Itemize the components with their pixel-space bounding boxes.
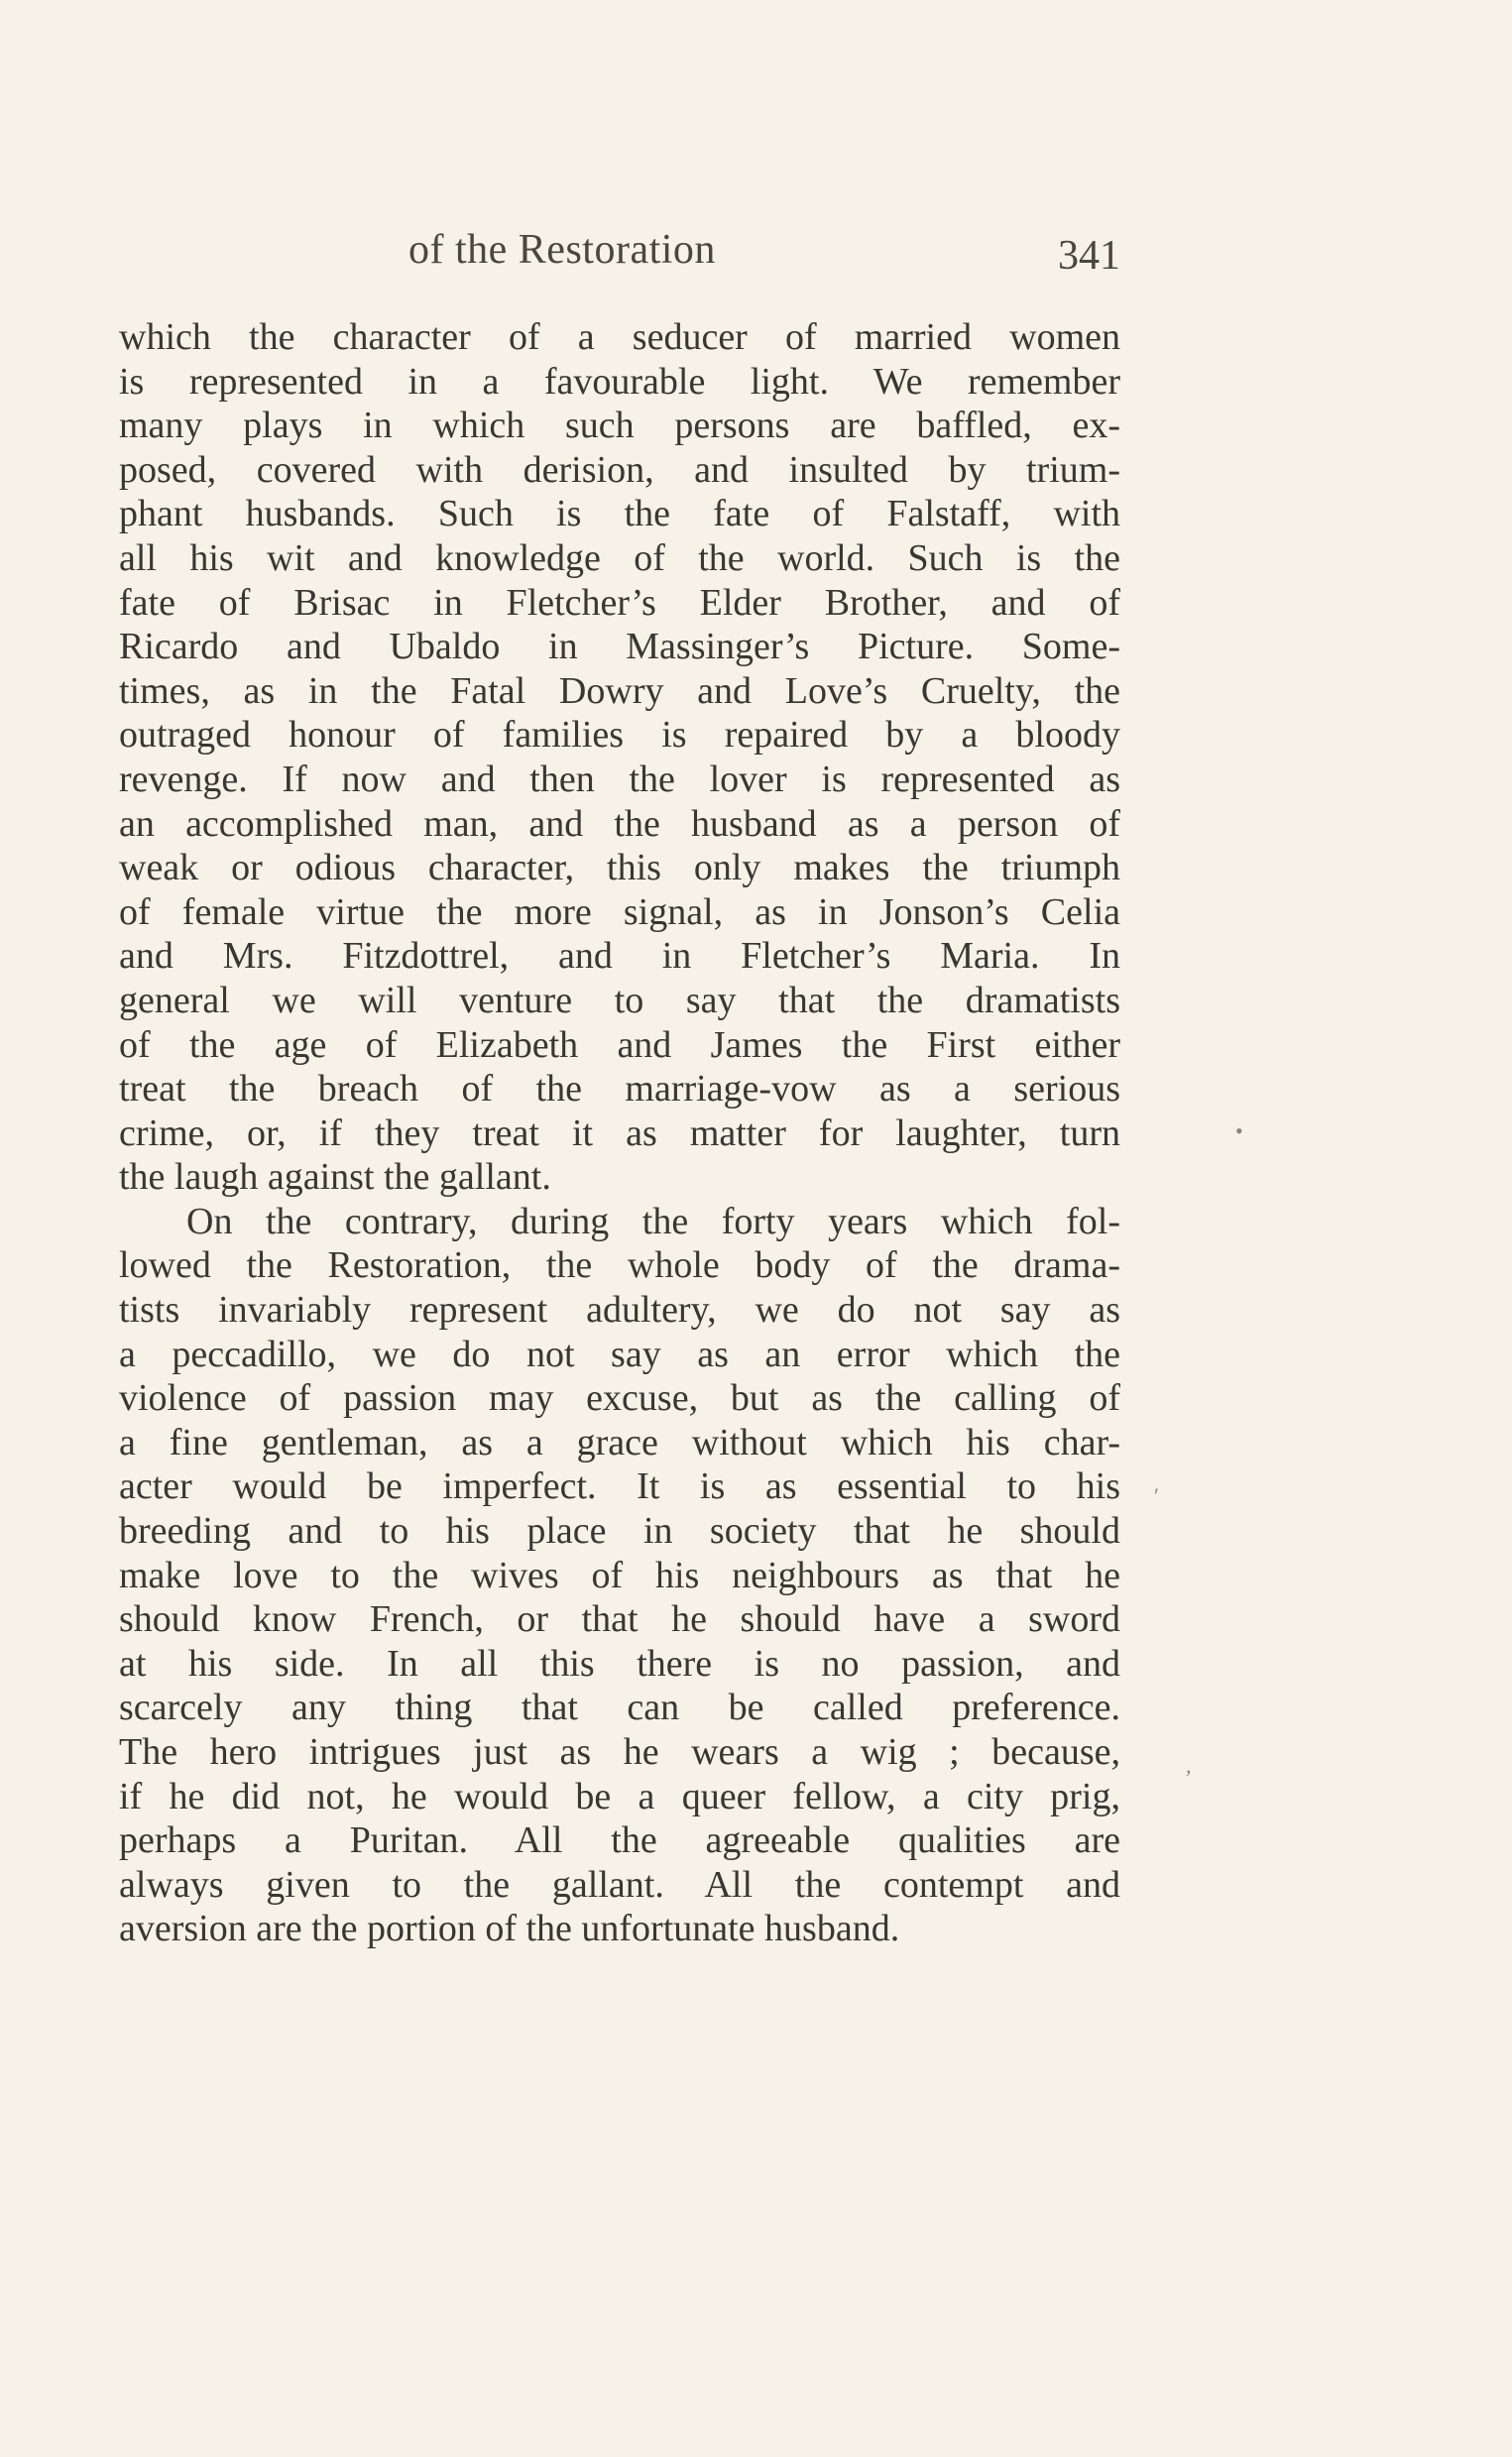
- text-line: if he did not, he would be a queer fellow, a city prig,: [119, 1775, 1120, 1817]
- text-line: an accomplished man, and the husband as a person of: [119, 802, 1120, 845]
- paragraph-2: [119, 1200, 1120, 1951]
- text-line: aversion are the portion of the unfortunate husband.: [119, 1908, 900, 1950]
- text-line: of female virtue the more signal, as in Jonson’s Celia: [119, 890, 1120, 933]
- text-line: of the age of Elizabeth and James the First either: [119, 1023, 1120, 1066]
- paragraph-1: [119, 315, 1120, 1200]
- text-line: violence of passion may excuse, but as the calling of: [119, 1377, 1120, 1420]
- text-line: weak or odious character, this only makes the triumph: [119, 847, 1120, 889]
- text-line: treat the breach of the marriage-vow as a serious: [119, 1068, 1120, 1111]
- text-line: general we will venture to say that the dramatists: [119, 979, 1120, 1021]
- text-line: Ricardo and Ubaldo in Massinger’s Picture. Some-: [119, 626, 1120, 668]
- text-line: tists invariably represent adultery, we do not say as: [119, 1289, 1120, 1332]
- text-line: a peccadillo, we do not say as an error which the: [119, 1333, 1120, 1375]
- text-line: should know French, or that he should have a sword: [119, 1598, 1120, 1641]
- margin-tick: ,: [1186, 1753, 1192, 1778]
- text-line: make love to the wives of his neighbours as that he: [119, 1554, 1120, 1596]
- text-line: always given to the gallant. All the contempt and: [119, 1863, 1120, 1906]
- text-line: fate of Brisac in Fletcher’s Elder Brother, and of: [119, 581, 1120, 624]
- text-line: is represented in a favourable light. We remember: [119, 360, 1120, 403]
- running-title: of the Restoration: [408, 227, 716, 273]
- text-line: crime, or, if they treat it as matter for laughter, turn: [119, 1112, 1120, 1154]
- body-text: [119, 315, 1120, 1951]
- text-line: phant husbands. Such is the fate of Falstaff, with: [119, 493, 1120, 535]
- text-line: times, as in the Fatal Dowry and Love’s Cruelty, the: [119, 669, 1120, 712]
- text-line: outraged honour of families is repaired by a bloody: [119, 714, 1120, 757]
- text-line: The hero intrigues just as he wears a wig ; because,: [119, 1731, 1120, 1773]
- text-line: breeding and to his place in society that he should: [119, 1510, 1120, 1553]
- text-line: posed, covered with derision, and insulted by trium-: [119, 448, 1120, 491]
- page-number: 341: [1058, 233, 1120, 279]
- text-line: the laugh against the gallant.: [119, 1156, 551, 1199]
- text-line: scarcely any thing that can be called preference.: [119, 1687, 1120, 1729]
- text-line: On the contrary, during the forty years which fol-: [186, 1200, 1120, 1242]
- text-line: acter would be imperfect. It is as essential to his: [119, 1465, 1120, 1508]
- text-line: revenge. If now and then the lover is represented as: [119, 758, 1120, 800]
- text-line: and Mrs. Fitzdottrel, and in Fletcher’s Maria. In: [119, 935, 1120, 978]
- running-head: [119, 226, 1120, 295]
- margin-speck: •: [1235, 1118, 1243, 1143]
- margin-tick: ′: [1154, 1483, 1159, 1508]
- text-line: a fine gentleman, as a grace without which his char-: [119, 1421, 1120, 1463]
- text-line: many plays in which such persons are baffled, ex-: [119, 405, 1120, 447]
- text-line: all his wit and knowledge of the world. Such is the: [119, 536, 1120, 579]
- text-line: which the character of a seducer of married women: [119, 316, 1120, 358]
- text-line: perhaps a Puritan. All the agreeable qualities are: [119, 1819, 1120, 1862]
- text-line: lowed the Restoration, the whole body of the drama-: [119, 1244, 1120, 1287]
- text-line: at his side. In all this there is no passion, and: [119, 1642, 1120, 1685]
